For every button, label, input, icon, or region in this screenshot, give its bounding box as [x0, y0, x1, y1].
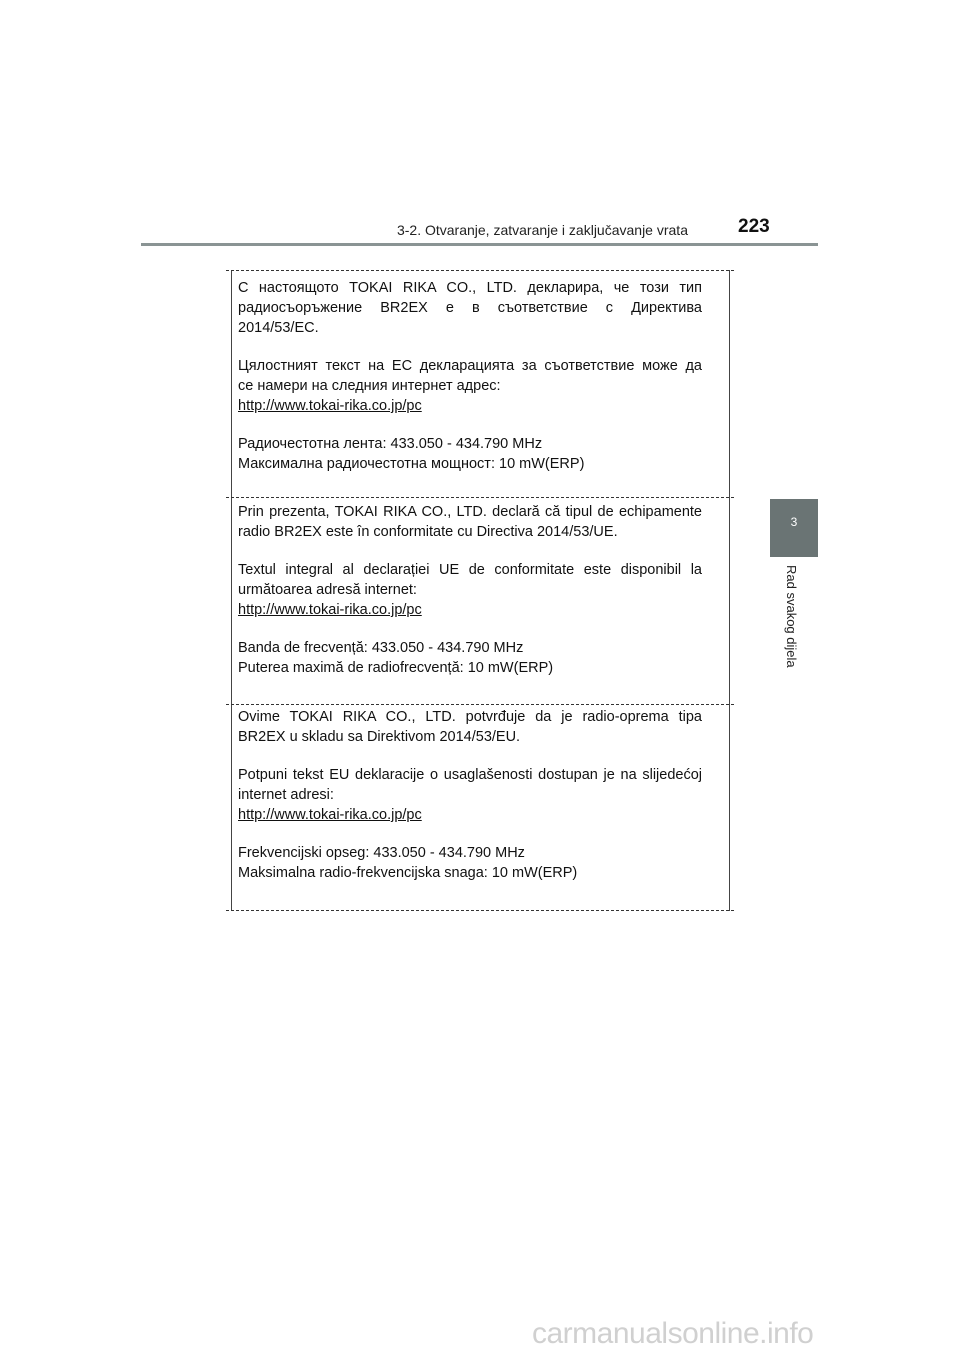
watermark: carmanualsonline.info: [532, 1317, 814, 1350]
full-text-line: internet adresi:: [238, 787, 334, 803]
declaration-url-link[interactable]: http://www.tokai-rika.co.jp/pc: [238, 807, 422, 823]
chapter-number: 3: [790, 515, 798, 529]
declaration-line: BR2EX u skladu sa Direktivom 2014/53/EU.: [238, 729, 521, 745]
declaration-line: Ovime TOKAI RIKA CO., LTD. potvrđuje da je radio-oprema tipa: [238, 709, 702, 725]
page-number: 223: [738, 216, 770, 237]
max-power: Максимална радиочестотна мощност: 10 mW(ERP): [238, 456, 585, 472]
declaration-line: Prin prezenta, TOKAI RIKA CO., LTD. declară că tipul de echipamente: [238, 504, 702, 520]
frequency-band: Frekvencijski opseg: 433.050 - 434.790 MHz: [238, 845, 525, 861]
box-top-border: [226, 270, 734, 271]
declaration-line: radio BR2EX este în conformitate cu Directiva 2014/53/UE.: [238, 524, 618, 540]
full-text-line: Цялостният текст на ЕС декларацията за съответствие може да: [238, 358, 702, 374]
declaration-line: радиосъоръжение BR2EX е в съответствие с Директива: [238, 300, 702, 316]
declaration-url-link[interactable]: http://www.tokai-rika.co.jp/pc: [238, 398, 422, 414]
declaration-line: С настоящото TOKAI RIKA CO., LTD. декларира, че този тип: [238, 280, 702, 296]
section-divider: [226, 497, 734, 498]
full-text-line: Textul integral al declarației UE de conformitate este disponibil la: [238, 562, 702, 578]
full-text-line: următoarea adresă internet:: [238, 582, 417, 598]
section-divider: [226, 704, 734, 705]
chapter-label: Rad svakog dijela: [784, 565, 799, 668]
section-title: 3-2. Otvaranje, zatvaranje i zaključavanje vrata: [396, 222, 688, 238]
frequency-band: Banda de frecvență: 433.050 - 434.790 MHz: [238, 640, 524, 656]
declaration-section-croatian: [238, 707, 702, 883]
declaration-url-link[interactable]: http://www.tokai-rika.co.jp/pc: [238, 602, 422, 618]
max-power: Puterea maximă de radiofrecvență: 10 mW(ERP): [238, 660, 554, 676]
box-bottom-border: [226, 910, 734, 911]
full-text-line: Potpuni tekst EU deklaracije o usaglašenosti dostupan je na slijedećoj: [238, 767, 702, 783]
declaration-section-bulgarian: [238, 278, 702, 474]
full-text-line: се намери на следния интернет адрес:: [238, 378, 501, 394]
max-power: Maksimalna radio-frekvencijska snaga: 10 mW(ERP): [238, 865, 578, 881]
header-rule: [141, 243, 818, 246]
declaration-section-romanian: [238, 502, 702, 678]
frequency-band: Радиочестотна лента: 433.050 - 434.790 MHz: [238, 436, 543, 452]
declaration-line: 2014/53/ЕС.: [238, 320, 319, 336]
chapter-tab[interactable]: [770, 499, 818, 557]
